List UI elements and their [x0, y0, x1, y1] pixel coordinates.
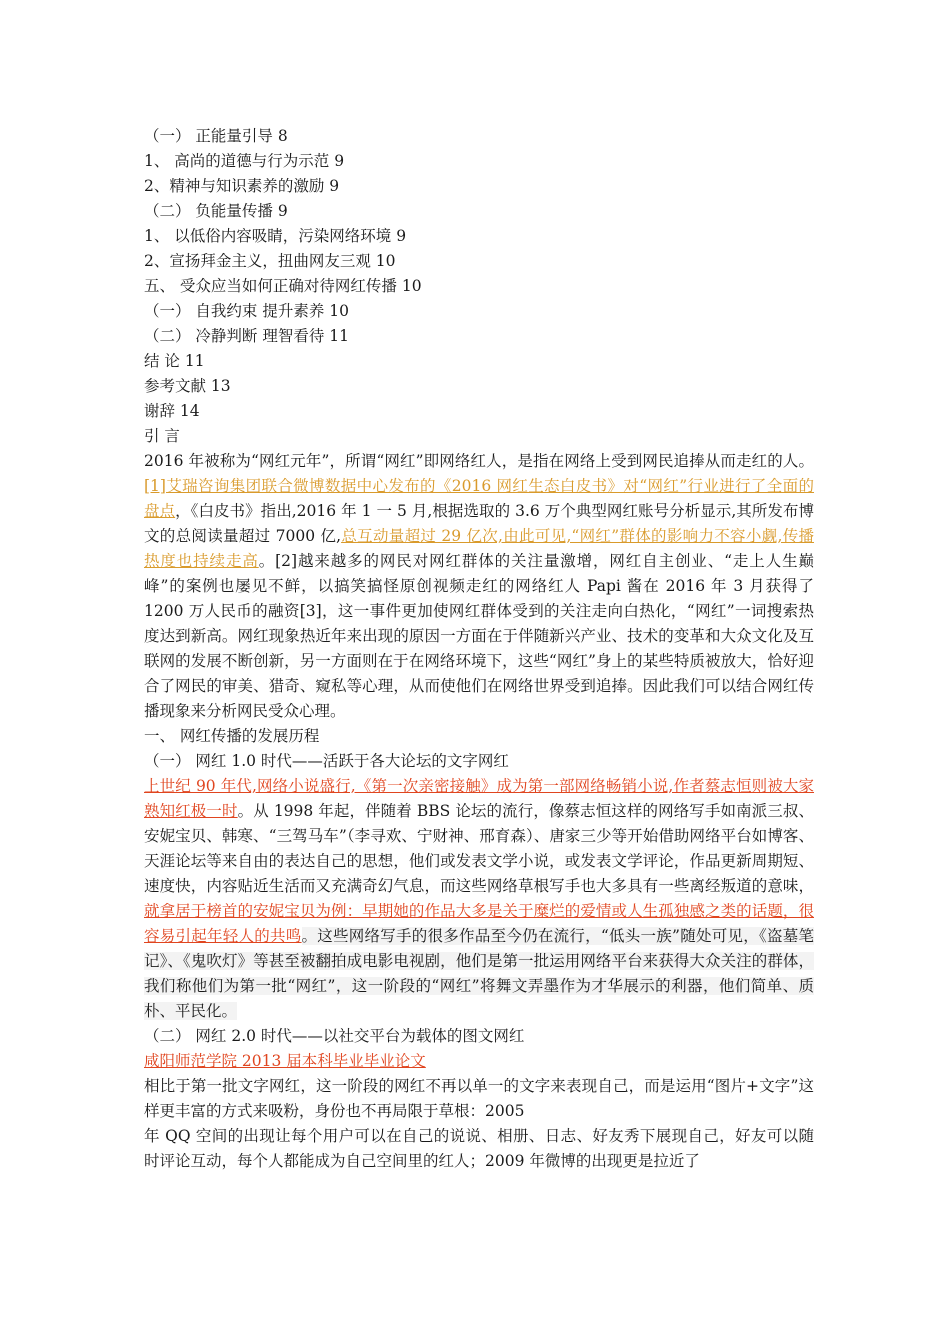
- toc-entry: 1、 高尚的道德与行为示范 9: [144, 152, 345, 170]
- intro-text: 2016 年被称为“网红元年”，所谓“网红”即网络红人，是指在网络上受到网民追捧从而走红的人。: [144, 452, 814, 470]
- era2-paragraph: [144, 1124, 814, 1174]
- citation-link-novel[interactable]: 上世纪 90 年代,网络小说盛行,《第一次亲密接触》成为第一部网络畅销小说,作者蔡志恒则被大家熟知红极一时: [144, 777, 814, 820]
- toc-entry: 五、 受众应当如何正确对待网红传播 10: [144, 277, 422, 295]
- toc-entry: 谢辞 14: [144, 402, 200, 420]
- section-heading: 一、 网红传播的发展历程: [144, 727, 320, 745]
- subsection-heading: （一） 网红 1.0 时代——活跃于各大论坛的文字网红: [144, 752, 509, 770]
- toc-entry: （一） 正能量引导 8: [144, 127, 288, 145]
- intro-text: 。[2]越来越多的网民对网红群体的关注量激增，网红自主创业、“走上人生巅峰”的案例也屡见不鲜，以搞笑搞怪原创视频走红的网络红人 Papi 酱在 2016 年 3 月获得了 1200 万人民币的融资[3]，这一事件更加使网红群体受到的关注走向白热化，“网红”一词搜索热度达到新高。网红现象热近年来出现的原因一方面在于伴随新兴产业、技术的变革和大众文化及互联网的发展不断创新，另一方面则在于在网络环境下，这些“网红”身上的某些特质被放大，恰好迎合了网民的审美、猎奇、窥私等心理，从而使他们在网络世界受到追捧。因此我们可以结合网红传播现象来分析网民受众心理。: [144, 552, 814, 720]
- table-of-contents: [144, 124, 814, 424]
- era1-paragraph: [144, 774, 814, 1024]
- citation-link-annie[interactable]: 就拿居于榜首的安妮宝贝为例：早期她的作品大多是关于糜烂的爱情或人生孤独感之类的话题，很容易引起年轻人的共鸣: [144, 902, 814, 945]
- document-body: [144, 424, 814, 1174]
- toc-entry: 参考文献 13: [144, 377, 231, 395]
- toc-entry: （二） 负能量传播 9: [144, 202, 288, 220]
- era2-text: 相比于第一批文字网红，这一阶段的网红不再以单一的文字来表现自己，而是运用“图片+文字”这样更丰富的方式来吸粉，身份也不再局限于草根：2005: [144, 1077, 814, 1120]
- era2-text: 年 QQ 空间的出现让每个用户可以在自己的说说、相册、日志、好友秀下展现自己，好友可以随时评论互动，每个人都能成为自己空间里的红人；2009 年微博的出现更是拉近了: [144, 1127, 814, 1170]
- era1-text: 。从 1998 年起，伴随着 BBS 论坛的流行，像蔡志恒这样的网络写手如南派三叔、安妮宝贝、韩寒、“三驾马车”（李寻欢、宁财神、邢育森）、唐家三少等开始借助网络平台如博客、天涯论坛等来自由的表达自己的思想，他们或发表文学小说，或发表文学评论，作品更新周期短、速度快，内容贴近生活而又充满奇幻气息，而这些网络草根写手也大多具有一些离经叛道的意味，: [144, 802, 814, 895]
- intro-text: ，《白皮书》指出,2016 年 1 一 5 月,根据选取的 3.6 万个典型网红账号分析显示,其所发布博文的总阅读量超过 7000 亿,: [144, 502, 814, 545]
- toc-entry: （一） 自我约束 提升素养 10: [144, 302, 350, 320]
- toc-entry: （二） 冷静判断 理智看待 11: [144, 327, 350, 345]
- era1-text: 。这些网络写手的很多作品至今仍在流行，“低头一族”随处可见，《盗墓笔记》、《鬼吹灯》等甚至被翻拍成电影电视剧，他们是第一批运用网络平台来获得大众关注的群体，我们称他们为第一批“网红”，这一阶段的“网红”将舞文弄墨作为才华展示的利器，他们简单、质朴、平民化。: [144, 927, 814, 1020]
- subsection-heading: （二） 网红 2.0 时代——以社交平台为载体的图文网红: [144, 1027, 525, 1045]
- toc-entry: 结 论 11: [144, 352, 205, 370]
- document-page: [144, 124, 814, 1174]
- toc-entry: 2、宣扬拜金主义，扭曲网友三观 10: [144, 252, 396, 270]
- intro-paragraph: [144, 449, 814, 724]
- toc-entry: 2、精神与知识素养的激励 9: [144, 177, 340, 195]
- school-link[interactable]: 咸阳师范学院 2013 届本科毕业毕业论文: [144, 1052, 426, 1070]
- citation-link-interaction[interactable]: 总互动量超过 29 亿次,由此可见,“网红”群体的影响力不容小觑,传播热度也持续走高: [144, 527, 814, 570]
- era2-paragraph: [144, 1074, 814, 1124]
- citation-link-whitepaper[interactable]: [1]艾瑞咨询集团联合微博数据中心发布的《2016 网红生态白皮书》对“网红”行业进行了全面的盘点: [144, 477, 814, 520]
- toc-entry: 1、 以低俗内容吸睛，污染网络环境 9: [144, 227, 407, 245]
- intro-heading: 引 言: [144, 427, 180, 445]
